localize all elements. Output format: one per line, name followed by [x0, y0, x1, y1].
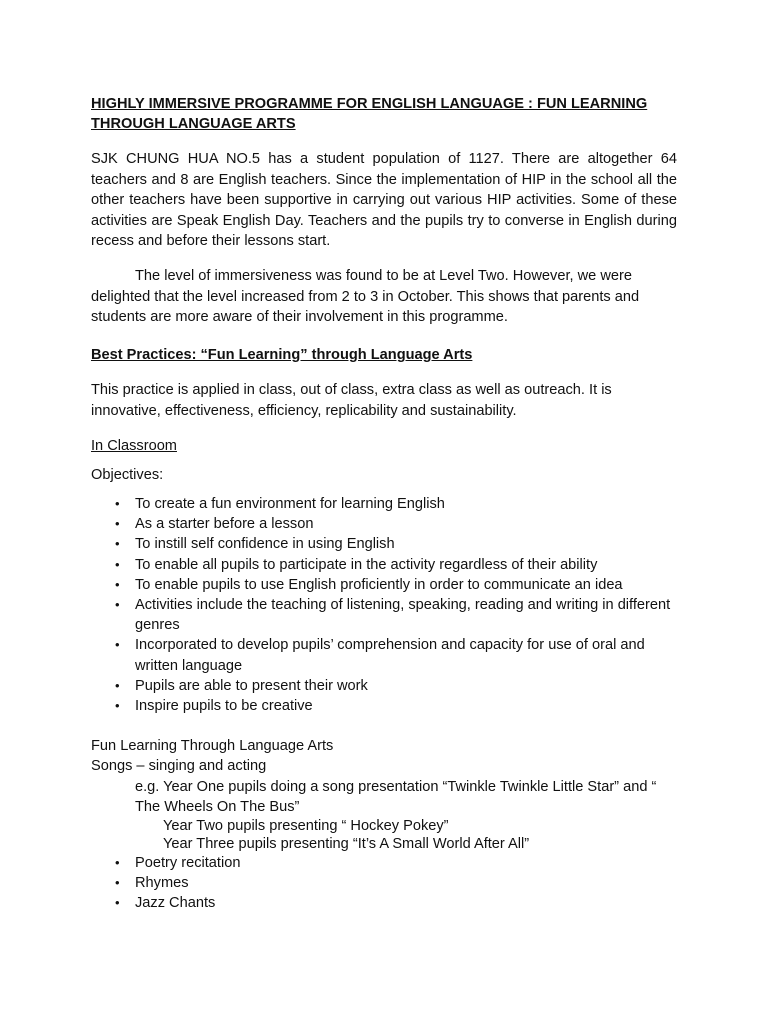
bullet-icon: •	[115, 576, 120, 592]
activities-list	[91, 853, 677, 914]
songs-line: Songs – singing and acting	[91, 758, 267, 774]
objective-text: To instill self confidence in using English	[135, 536, 395, 553]
list-item	[91, 873, 677, 893]
bullet-icon: •	[115, 698, 120, 714]
list-item	[91, 575, 677, 595]
bullet-icon: •	[115, 895, 120, 911]
list-item	[91, 595, 677, 635]
list-item	[91, 696, 677, 716]
bullet-icon: •	[115, 875, 120, 891]
activity-text: Jazz Chants	[135, 895, 216, 912]
bullet-icon: •	[115, 597, 120, 613]
objective-text: Activities include the teaching of listening, speaking, reading and writing in different genres	[135, 597, 671, 634]
practice-paragraph: This practice is applied in class, out of class, extra class as well as outreach. It is innovative, effectiveness, efficiency, replicability and sustainability.	[91, 382, 612, 419]
best-practices-heading: Best Practices: “Fun Learning” through Language Arts	[91, 347, 473, 363]
list-item	[91, 494, 677, 514]
list-item	[91, 893, 677, 913]
intro-paragraph: SJK CHUNG HUA NO.5 has a student population of 1127. There are altogether 64 teachers and 8 are English teachers. Since the implementation of HIP in the school all the other teachers have been supportive in carrying out various HIP activities. Some of these activities are Speak English Day. Teachers and the pupils try to converse in English during recess and before their lessons start.	[91, 151, 677, 249]
objectives-label: Objectives:	[91, 467, 164, 483]
bullet-icon: •	[115, 496, 120, 511]
list-item	[91, 534, 677, 554]
list-item	[91, 514, 677, 534]
objectives-list	[91, 494, 677, 716]
example-line-1: e.g. Year One pupils doing a song presentation “Twinkle Twinkle Little Star” and “	[135, 779, 657, 795]
bullet-icon: •	[115, 536, 120, 552]
objective-text: Inspire pupils to be creative	[135, 698, 313, 715]
year-three-line: Year Three pupils presenting “It’s A Small World After All”	[163, 836, 530, 852]
example-line-2: The Wheels On The Bus”	[135, 799, 300, 815]
in-classroom-heading: In Classroom	[91, 438, 177, 454]
objective-text: Incorporated to develop pupils’ comprehension and capacity for use of oral and written language	[135, 637, 645, 674]
level-paragraph: The level of immersiveness was found to be at Level Two. However, we were delighted that the level increased from 2 to 3 in October. This shows that parents and students are more aware of their involvement in this programme.	[91, 268, 640, 325]
bullet-icon: •	[115, 855, 120, 870]
activity-text: Rhymes	[135, 875, 189, 892]
fun-learning-heading: Fun Learning Through Language Arts	[91, 738, 334, 754]
year-two-line: Year Two pupils presenting “ Hockey Pokey”	[163, 818, 449, 834]
activity-text: Poetry recitation	[135, 855, 241, 871]
bullet-icon: •	[115, 516, 120, 532]
bullet-icon: •	[115, 637, 120, 653]
bullet-icon: •	[115, 677, 120, 693]
list-item	[91, 635, 677, 675]
bullet-icon: •	[115, 556, 120, 572]
list-item	[91, 555, 677, 575]
document-title: HIGHLY IMMERSIVE PROGRAMME FOR ENGLISH LANGUAGE : FUN LEARNING THROUGH LANGUAGE ARTS	[91, 96, 648, 132]
objective-text: To enable pupils to use English proficiently in order to communicate an idea	[135, 576, 623, 593]
objective-text: To create a fun environment for learning English	[135, 496, 445, 512]
objective-text: As a starter before a lesson	[135, 516, 314, 533]
objective-text: Pupils are able to present their work	[135, 677, 368, 694]
list-item	[91, 676, 677, 696]
list-item	[91, 853, 677, 873]
objective-text: To enable all pupils to participate in the activity regardless of their ability	[135, 556, 598, 573]
